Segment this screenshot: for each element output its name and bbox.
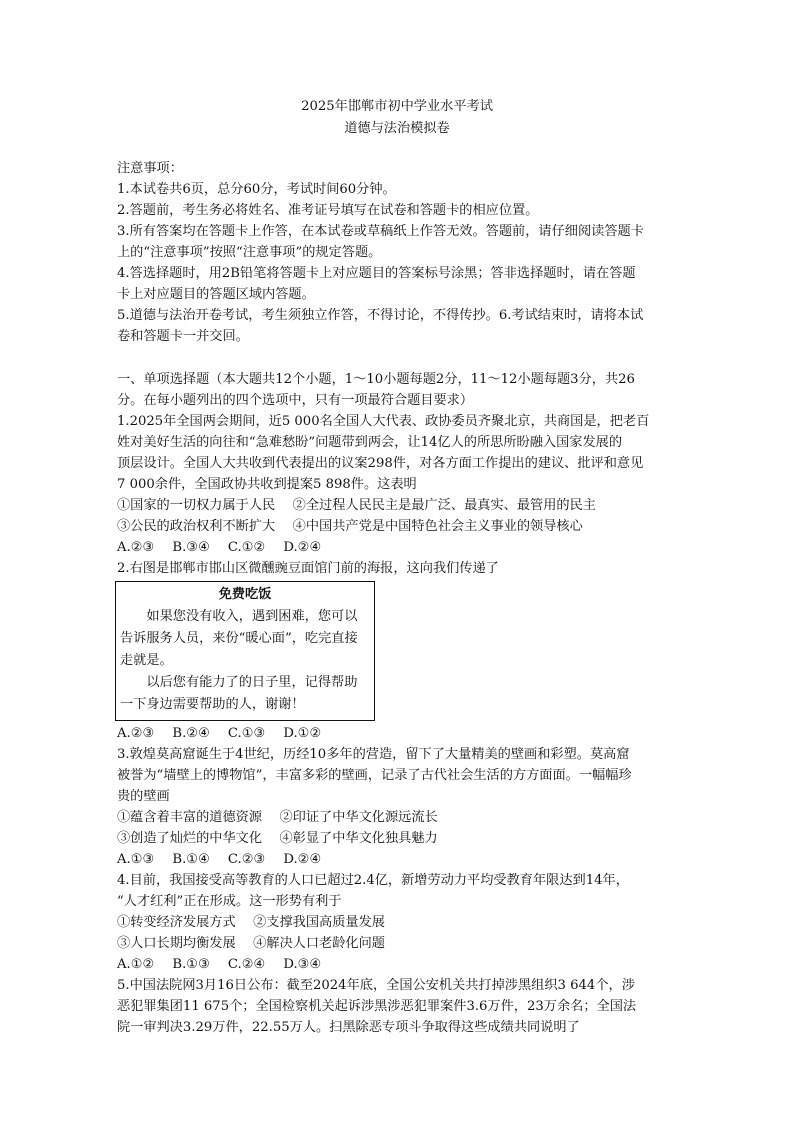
q5-stem-line: 5.中国法院网3月16日公布：截至2024年底，全国公安机关共打掉涉黑组织3 644个，涉: [117, 978, 635, 993]
option-d: D.②④: [283, 852, 322, 867]
q1-stem-line: 7 000余件，全国政协共收到提案5 898件。这表明: [117, 477, 417, 492]
exam-title: 2025年邯郸市初中学业水平考试: [301, 99, 493, 114]
question-3: [117, 744, 677, 870]
option-c: C.①②: [227, 540, 266, 555]
question-5: [117, 975, 677, 1038]
exam-page: [117, 96, 677, 1038]
poster-title: 免费吃饭: [218, 587, 272, 602]
q3-stem-line: 3.敦煌莫高窟诞生于4世纪，历经10多年的营造，留下了大量精美的壁画和彩塑。莫高窟: [117, 747, 630, 762]
q1-statement: ③公民的政治权利不断扩大 ④中国共产党是中国特色社会主义事业的领导核心: [117, 519, 583, 534]
note-line: 4.答选择题时，用2B铅笔将答题卡上对应题目的答案标号涂黑；答非选择题时，请在答题: [117, 266, 636, 281]
poster-box: [115, 581, 375, 721]
poster-paragraph: 如果您没有收入，遇到困难，您可以告诉服务人员，来份“暖心面”，吃完直接走就是。: [120, 609, 358, 668]
option-b: B.①④: [172, 852, 210, 867]
option-a: A.②③: [117, 540, 155, 555]
note-line: 上的“注意事项”按照“注意事项”的规定答题。: [117, 245, 382, 260]
option-a: A.②③: [117, 726, 155, 741]
exam-subtitle: 道德与法治模拟卷: [344, 121, 450, 136]
option-c: C.①③: [227, 726, 266, 741]
section-heading-cont: 分。在每小题列出的四个选项中，只有一项最符合题目要求）: [117, 393, 474, 408]
q3-stem-line: 被誉为“墙壁上的博物馆”，丰富多彩的壁画，记录了古代社会生活的方方面面。一幅幅珍: [117, 768, 632, 783]
option-b: B.②④: [172, 726, 210, 741]
question-2: [117, 558, 677, 744]
note-line: 2.答题前，考生务必将姓名、准考证号填写在试卷和答题卡的相应位置。: [117, 203, 539, 218]
question-4: [117, 870, 677, 975]
option-c: C.②④: [227, 957, 266, 972]
note-line: 1.本试卷共6页，总分60分，考试时间60分钟。: [117, 182, 396, 197]
q3-statement: ③创造了灿烂的中华文化 ④彰显了中华文化独具魅力: [117, 831, 438, 846]
option-c: C.②③: [227, 852, 266, 867]
q4-stem-line: 4.目前，我国接受高等教育的人口已超过2.4亿，新增劳动力平均受教育年限达到14年，: [117, 873, 629, 888]
q3-options: [117, 849, 677, 870]
note-line: 卷和答题卡一并交回。: [117, 329, 249, 344]
spacer: [117, 347, 677, 369]
q4-options: [117, 954, 677, 975]
q1-stem-line: 1.2025年全国两会期间，近5 000名全国人大代表、政协委员齐聚北京，共商国是，把老百: [117, 414, 650, 429]
question-1: [117, 411, 677, 558]
q4-statement: ①转变经济发展方式 ②支撑我国高质量发展: [117, 915, 385, 930]
notes-list: [117, 179, 677, 347]
q5-stem-line: 恶犯罪集团11 675个；全国检察机关起诉涉黑涉恶犯罪案件3.6万件，23万余名；全国法: [117, 999, 637, 1014]
option-b: B.①③: [172, 957, 210, 972]
option-d: D.③④: [283, 957, 322, 972]
q4-statement: ③人口长期均衡发展 ④解决人口老龄化问题: [117, 936, 385, 951]
q3-statement: ①蕴含着丰富的道德资源 ②印证了中华文化源远流长: [117, 810, 438, 825]
q4-stem-line: “人才红利”正在形成。这一形势有利于: [117, 894, 342, 909]
section-heading: 一、单项选择题（本大题共12个小题，1～10小题每题2分，11～12小题每题3分，共26: [117, 372, 635, 387]
q1-stem-line: 姓对美好生活的向往和“急难愁盼”问题带到两会，让14亿人的所思所盼融入国家发展的: [117, 435, 623, 450]
poster-paragraph: 以后您有能力了的日子里，记得帮助一下身边需要帮助的人，谢谢！: [120, 675, 358, 712]
notes-heading: 注意事项：: [117, 161, 183, 176]
option-a: A.①③: [117, 852, 155, 867]
q1-statement: ①国家的一切权力属于人民 ②全过程人民民主是最广泛、最真实、最管用的民主: [117, 498, 596, 513]
option-d: D.②④: [283, 540, 322, 555]
q2-stem: 2.右图是邯郸市邯山区微醺豌豆面馆门前的海报，这向我们传递了: [117, 561, 499, 576]
option-d: D.①②: [283, 726, 322, 741]
q1-stem-line: 顶层设计。全国人大共收到代表提出的议案298件，对各方面工作提出的建议、批评和意见: [117, 456, 644, 471]
q3-stem-line: 贵的壁画: [117, 789, 170, 804]
q1-options: [117, 537, 677, 558]
note-line: 3.所有答案均在答题卡上作答，在本试卷或草稿纸上作答无效。答题前，请仔细阅读答题卡: [117, 224, 644, 239]
q5-stem-line: 院一审判决3.29万件，22.55万人。扫黑除恶专项斗争取得这些成绩共同说明了: [117, 1020, 580, 1035]
option-a: A.①②: [117, 957, 155, 972]
q2-options: [117, 723, 677, 744]
option-b: B.③④: [172, 540, 210, 555]
note-line: 卡上对应题目的答题区域内答题。: [117, 287, 315, 302]
note-line: 5.道德与法治开卷考试，考生须独立作答，不得讨论，不得传抄。6.考试结束时，请将本试: [117, 308, 644, 323]
